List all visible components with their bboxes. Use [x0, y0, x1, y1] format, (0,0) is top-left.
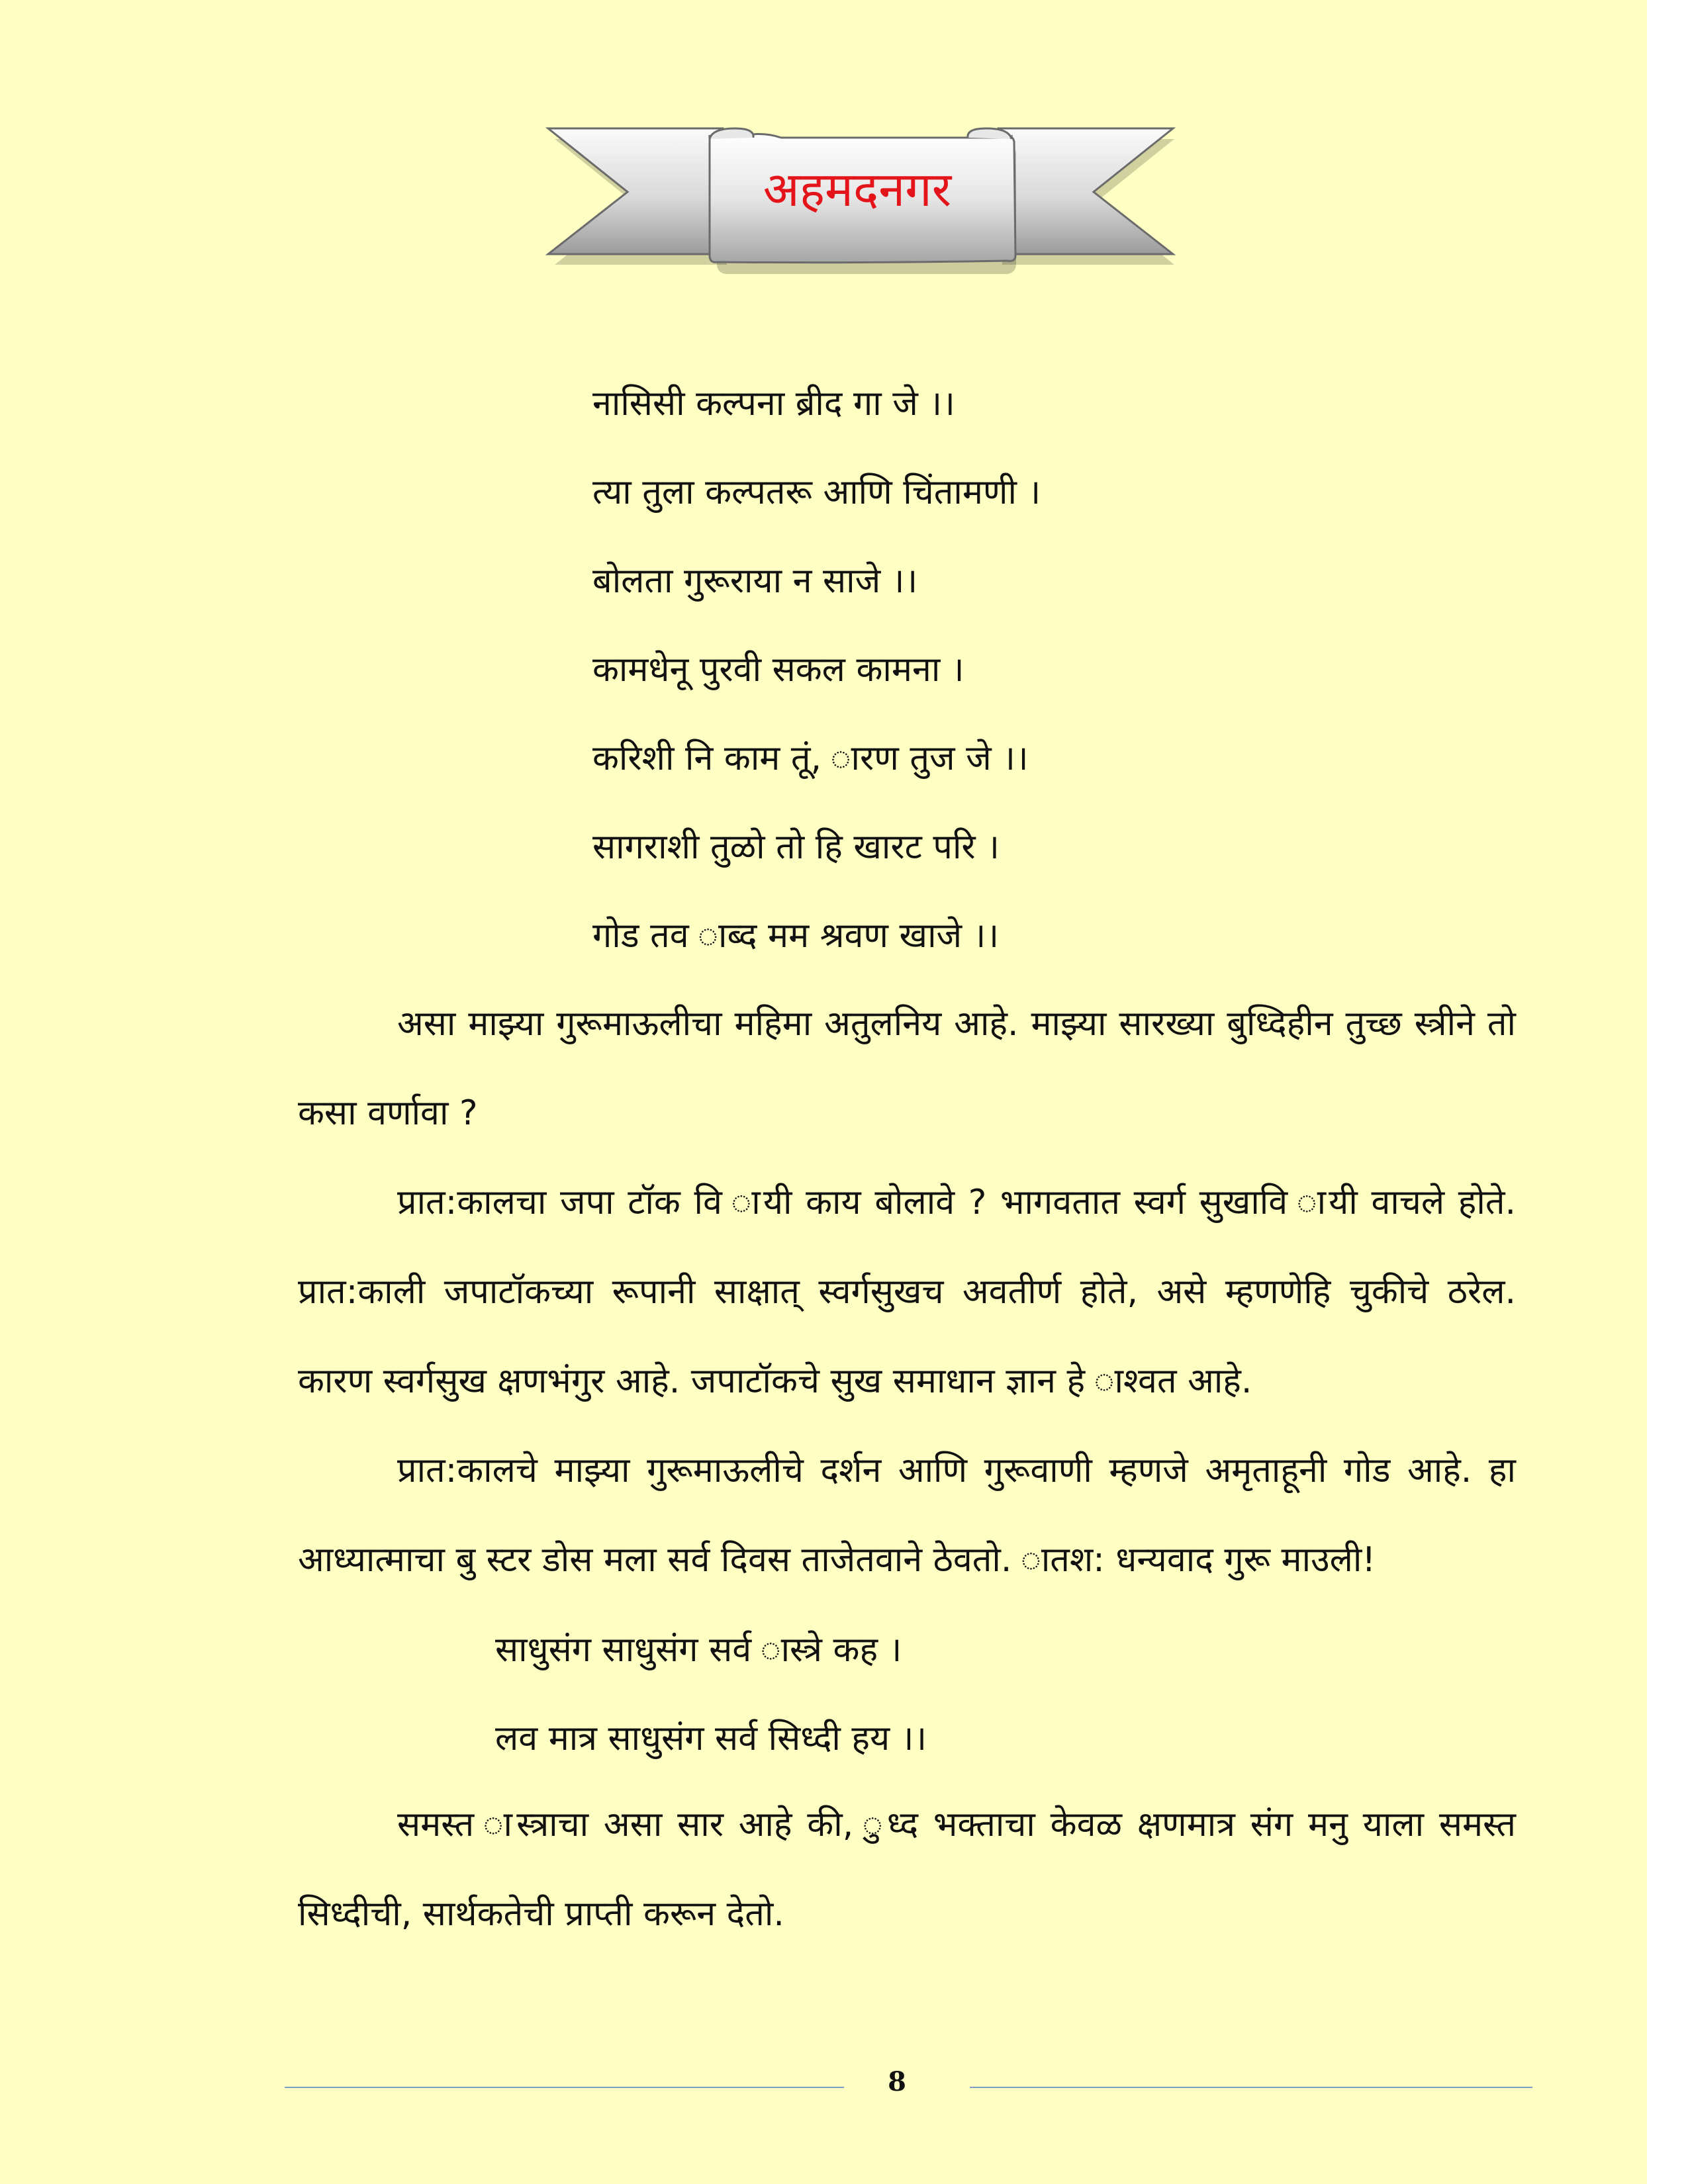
verse-line: साधुसंग साधुसंग सर्व ास्त्रे कह ।	[495, 1630, 902, 1670]
body-paragraph: प्रात:कालचे माझ्या गुरूमाऊलीचे दर्शन आणि गुरूवाणी म्हणजे अमृताहूनी गोड आहे. हा आध्यात्माचा बु स्टर डोस मला सर्व दिवस ताजेतवाने ठेवतो. ातश: धन्यवाद गुरू माउली!	[298, 1451, 1516, 1580]
body-paragraph: समस्त ास्त्राचा असा सार आहे की, ुध्द भक्ताचा केवळ क्षणमात्र संग मनु याला समस्त सिध्दीची, सार्थकतेची प्राप्ती करून देतो.	[298, 1805, 1516, 1934]
body-paragraph: असा माझ्या गुरूमाऊलीचा महिमा अतुलनिय आहे. माझ्या सारख्या बुध्दिहीन तुच्छ स्त्रीने तो कसा वर्णावा ?	[298, 1004, 1516, 1133]
verse-line: सागराशी तुळो तो हि खारट परि ।	[592, 827, 1000, 867]
verse-line: कामधेनू पुरवी सकल कामना ।	[592, 650, 964, 690]
footer-rule-left	[285, 2087, 844, 2088]
verse-line: नासिसी कल्पना ब्रीद गा जे ।।	[592, 384, 955, 424]
page-number: 8	[888, 2066, 906, 2097]
verse-line: करिशी नि काम तूं, ारण तुज जे ।।	[592, 739, 1029, 778]
verse-line: त्या तुला कल्पतरू आणि चिंतामणी ।	[592, 473, 1041, 512]
verse-line: बोलता गुरूराया न साजे ।।	[592, 561, 918, 601]
verse-line: लव मात्र साधुसंग सर्व सिध्दी हय ।।	[495, 1719, 927, 1758]
page-title: अहमदनगर	[763, 161, 952, 217]
footer-rule-right	[970, 2087, 1532, 2088]
body-paragraph: प्रात:कालचा जपा टॉक वि ायी काय बोलावे ? भागवतात स्वर्ग सुखावि ायी वाचले होते. प्रात:काली जपाटॉकच्या रूपानी साक्षात् स्वर्गसुखच अवतीर्ण होते, असे म्हणणेहि चुकीचे ठरेल. कारण स्वर्गसुख क्षणभंगुर आहे. जपाटॉकचे सुख समाधान ज्ञान हे ाश्वत आहे.	[298, 1183, 1516, 1401]
verse-line: गोड तव ाब्द मम श्रवण खाजे ।।	[592, 916, 1000, 956]
